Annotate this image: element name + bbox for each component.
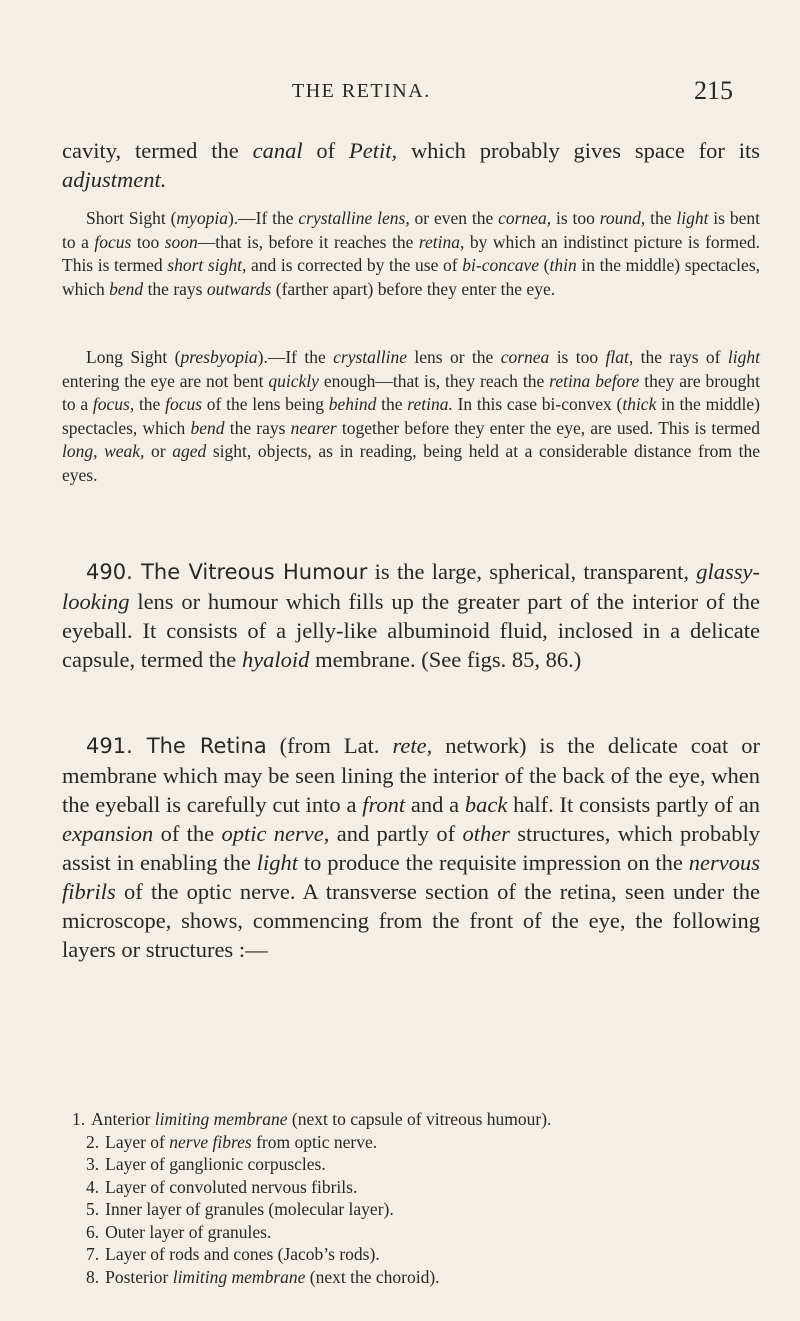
section-491-heading: 491. The Retina [86,734,267,758]
short-sight-heading: Short Sight (myopia).—If the [86,208,299,228]
section-490-heading: 490. The Vitreous Humour [86,560,368,584]
running-head: THE RETINA. [292,80,431,102]
long-sight-heading: Long Sight (presbyopia).—If the [86,347,334,367]
list-item: 4. Layer of convoluted nervous fibrils. [86,1176,358,1197]
list-item: 3. Layer of ganglionic corpuscles. [86,1154,326,1174]
short-sight-paragraph: Short Sight (myopia).—If the crystalline lens, or even the cornea, is too round, the light is bent to a focus too soon—that is, before it reaches the retina, by which an indistinct picture is formed. This is termed short sight, and is corrected by the use of bi-concave (thin in the middle) spectacles, which bend the rays outwards (farther apart) before they enter the eye. [62,208,760,299]
retina-layers-list [62,1108,760,1288]
section-491: 491. The Retina (from Lat. rete, network) is the delicate coat or membrane which may be seen lining the interior of the back of the eye, when the eyeball is carefully cut into a front and a back half. It consists partly of an expansion of the optic nerve, and partly of other structures, which probably assist in enabling the light to produce the requisite impression on the nervous fibrils of the optic nerve. A transverse section of the retina, seen under the microscope, shows, commencing from the front of the eye, the following layers or structures :— [62,733,760,962]
long-sight-paragraph: Long Sight (presbyopia).—If the crystalline lens or the cornea is too flat, the rays of light entering the eye are not bent quickly enough—that is, they reach the retina before they are brought to a focus, the focus of the lens being behind the retina. In this case bi-convex (thick in the middle) spectacles, which bend the rays nearer together before they enter the eye, are used. This is termed long, weak, or aged sight, objects, as in reading, being held at a considerable distance from the eyes. [62,347,760,485]
page-number: 215 [694,76,733,105]
list-item: 7. Layer of rods and cones (Jacob’s rods). [86,1244,380,1264]
list-item: 6. Outer layer of granules. [86,1221,272,1242]
list-item: 1. Anterior limiting membrane (next to capsule of vitreous humour). [72,1109,552,1129]
page-header [0,76,800,110]
list-item: 5. Inner layer of granules (molecular layer). [86,1199,394,1219]
list-item: 2. Layer of nerve fibres from optic nerve. [86,1131,378,1152]
list-item: 8. Posterior limiting membrane (next the choroid). [86,1266,440,1287]
section-490: 490. The Vitreous Humour is the large, spherical, transparent, glassy-looking lens or humour which fills up the greater part of the interior of the eyeball. It consists of a jelly-like albuminoid fluid, inclosed in a delicate capsule, termed the hyaloid membrane. (See figs. 85, 86.) [62,559,760,672]
continued-paragraph: cavity, termed the canal of Petit, which probably gives space for its adjustment. [62,138,760,192]
